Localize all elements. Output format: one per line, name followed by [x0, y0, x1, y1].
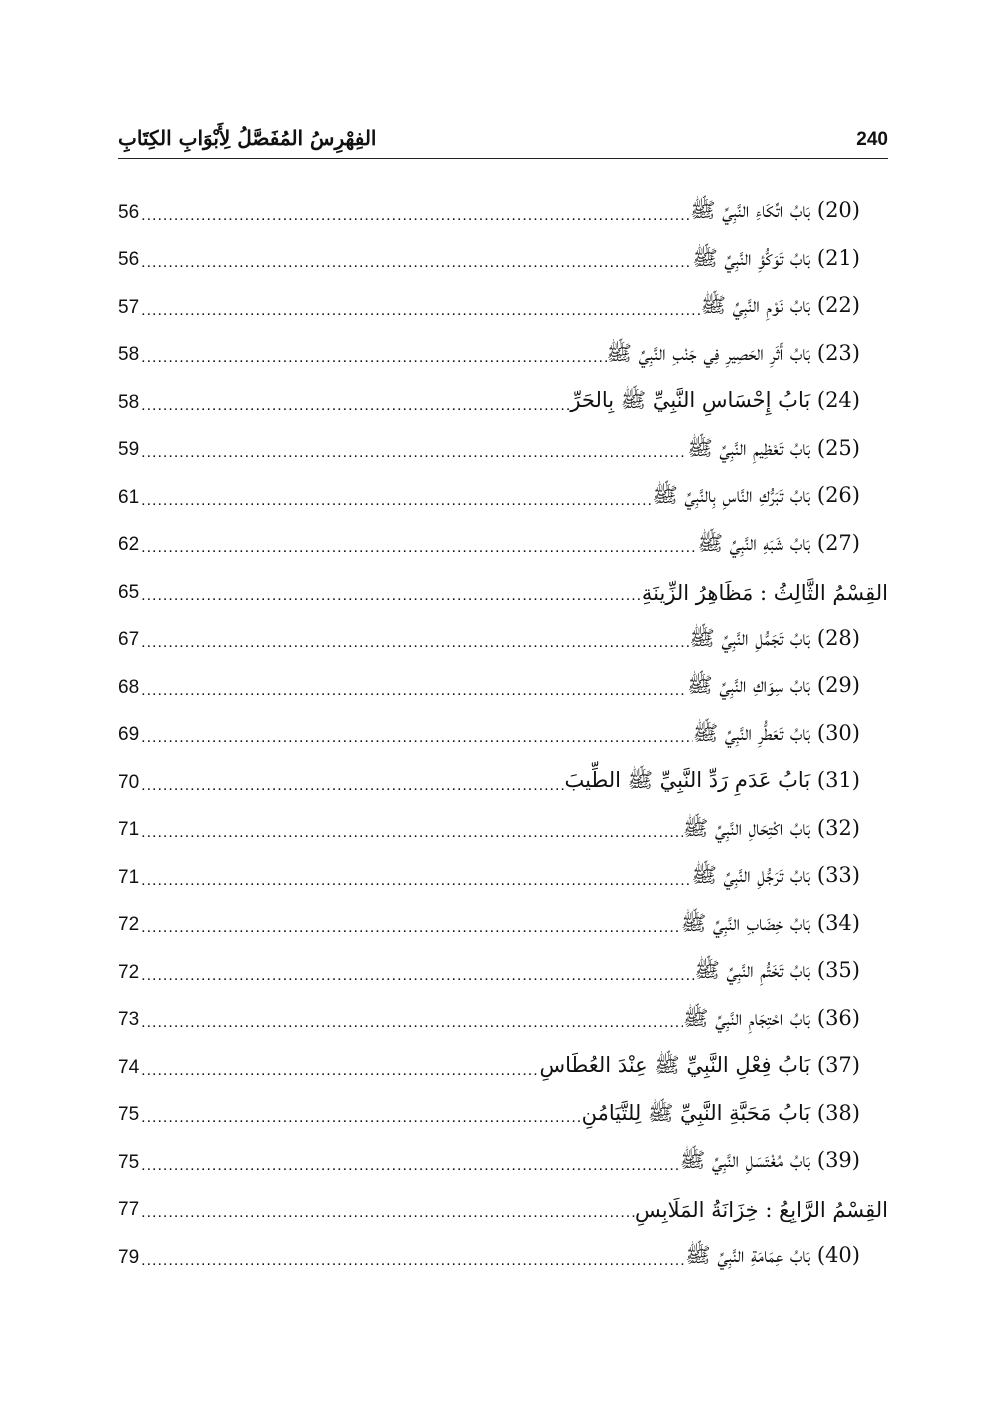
toc-entry-page: 58 — [118, 391, 140, 413]
dot-leader — [139, 919, 681, 937]
toc-entry-page: 58 — [118, 344, 140, 366]
table-of-contents — [118, 189, 888, 1282]
toc-entry-title: القِسْمُ الرَّابِعُ : خِزَانَةُ المَلَابِسِ — [634, 1198, 888, 1223]
toc-entry — [118, 189, 888, 237]
dot-leader — [139, 1204, 635, 1222]
toc-entry — [118, 712, 888, 760]
dot-leader — [139, 872, 691, 890]
toc-entry — [118, 1234, 888, 1282]
toc-entry-page: 73 — [118, 1009, 140, 1031]
dot-leader — [139, 634, 689, 652]
toc-entry-page: 56 — [118, 249, 140, 271]
toc-section-entry — [118, 569, 888, 617]
toc-entry — [118, 997, 888, 1045]
toc-entry-title: (25) بَابُ تَعْظِيمِ النَّبِيِّ ﷺ — [687, 435, 860, 460]
toc-entry-title: (24) بَابُ إِحْسَاسِ النَّبِيِّ ﷺ بِالحَرِّ — [570, 388, 860, 413]
toc-entry-title: (27) بَابُ شَبَهِ النَّبِيِّ ﷺ — [697, 530, 860, 555]
toc-entry-title: (33) بَابُ تَرَجُّلِ النَّبِيِّ ﷺ — [691, 863, 860, 888]
toc-entry — [118, 854, 888, 902]
page-number: 240 — [856, 129, 888, 150]
toc-entry — [118, 379, 888, 427]
toc-entry-title: (22) بَابُ نَوْمِ النَّبِيِّ ﷺ — [700, 293, 860, 318]
toc-entry-page: 69 — [118, 724, 140, 746]
dot-leader — [139, 302, 701, 320]
toc-entry-page: 77 — [118, 1199, 140, 1221]
toc-entry-title: (21) بَابُ تَوَكُّؤِ النَّبِيِّ ﷺ — [692, 245, 860, 270]
toc-entry — [118, 474, 888, 522]
toc-entry-page: 59 — [118, 439, 140, 461]
dot-leader — [139, 207, 690, 225]
toc-entry-title: (35) بَابُ تَخَتُّمِ النَّبِيِّ ﷺ — [694, 958, 860, 983]
toc-entry-page: 57 — [118, 296, 140, 318]
toc-entry-title: (29) بَابُ سِوَاكِ النَّبِيِّ ﷺ — [687, 673, 860, 698]
toc-entry-page: 65 — [118, 581, 140, 603]
toc-entry-page: 71 — [118, 866, 140, 888]
dot-leader — [139, 1062, 539, 1080]
toc-entry — [118, 427, 888, 475]
toc-entry-title: (20) بَابُ اتِّكَاءِ النَّبِيِّ ﷺ — [690, 198, 860, 223]
dot-leader — [139, 967, 694, 985]
dot-leader — [139, 254, 692, 272]
toc-entry-page: 56 — [118, 201, 140, 223]
toc-entry-title: (38) بَابُ مَحَبَّةِ النَّبِيِّ ﷺ لِلتَّيَامُنِ — [581, 1100, 860, 1125]
toc-entry — [118, 664, 888, 712]
dot-leader — [139, 729, 693, 747]
toc-entry-page: 70 — [118, 771, 140, 793]
toc-entry-page: 71 — [118, 819, 140, 841]
toc-entry — [118, 284, 888, 332]
dot-leader — [139, 587, 642, 605]
toc-entry-page: 72 — [118, 914, 140, 936]
dot-leader — [139, 682, 687, 700]
toc-entry-title: (28) بَابُ تَجَمُّلِ النَّبِيِّ ﷺ — [689, 625, 860, 650]
toc-entry — [118, 1092, 888, 1140]
toc-entry-title: (34) بَابُ خِضَابِ النَّبِيِّ ﷺ — [680, 910, 860, 935]
toc-entry — [118, 759, 888, 807]
toc-entry-title: (39) بَابُ مُغْتَسَلِ النَّبِيِّ ﷺ — [679, 1148, 860, 1173]
toc-entry-page: 75 — [118, 1151, 140, 1173]
toc-section-entry — [118, 1187, 888, 1235]
toc-entry-title: (36) بَابُ احْتِجَامِ النَّبِيِّ ﷺ — [683, 1005, 860, 1030]
toc-entry-page: 67 — [118, 629, 140, 651]
toc-entry-title: (30) بَابُ تَعَطُّرِ النَّبِيِّ ﷺ — [692, 720, 860, 745]
toc-entry-title: (31) بَابُ عَدَمِ رَدِّ النَّبِيِّ ﷺ الطِّيبَ — [564, 768, 860, 793]
toc-entry-title: (32) بَابُ اكْتِحَالِ النَّبِيِّ ﷺ — [682, 815, 860, 840]
dot-leader — [139, 777, 564, 795]
toc-entry — [118, 807, 888, 855]
toc-entry — [118, 617, 888, 665]
dot-leader — [139, 824, 683, 842]
toc-entry-page: 62 — [118, 534, 140, 556]
dot-leader — [139, 492, 652, 510]
toc-entry-title: (26) بَابُ تَبَرُّكِ النَّاسِ بِالنَّبِيِّ ﷺ — [652, 483, 860, 508]
toc-entry-title: (23) بَابُ أَثَرِ الحَصِيرِ فِي جَنْبِ النَّبِيِّ ﷺ — [606, 340, 860, 365]
toc-entry — [118, 332, 888, 380]
toc-entry — [118, 902, 888, 950]
toc-entry — [118, 522, 888, 570]
toc-entry-title: (40) بَابُ عِمَامَةِ النَّبِيِّ ﷺ — [685, 1243, 860, 1268]
toc-entry-page: 72 — [118, 961, 140, 983]
dot-leader — [139, 349, 606, 367]
toc-entry-page: 61 — [118, 486, 140, 508]
page-header — [118, 118, 888, 159]
toc-entry — [118, 1044, 888, 1092]
running-title: الفِهْرِسُ المُفَصَّلُ لِأَبْوَابِ الكِتَابِ — [118, 126, 377, 150]
dot-leader — [139, 1157, 680, 1175]
toc-entry — [118, 1139, 888, 1187]
toc-entry-page: 74 — [118, 1056, 140, 1078]
dot-leader — [139, 397, 570, 415]
toc-entry-page: 79 — [118, 1246, 140, 1268]
toc-entry-page: 68 — [118, 676, 140, 698]
toc-entry-title: القِسْمُ الثَّالِثُ : مَظَاهِرُ الزِّينَةِ — [641, 580, 888, 605]
dot-leader — [139, 1014, 683, 1032]
dot-leader — [139, 1252, 685, 1270]
toc-entry-page: 75 — [118, 1104, 140, 1126]
toc-entry-title: (37) بَابُ فِعْلِ النَّبِيِّ ﷺ عِنْدَ العُطَاسِ — [539, 1053, 860, 1078]
toc-entry — [118, 237, 888, 285]
dot-leader — [139, 1109, 582, 1127]
toc-entry — [118, 949, 888, 997]
dot-leader — [139, 444, 687, 462]
dot-leader — [139, 539, 697, 557]
